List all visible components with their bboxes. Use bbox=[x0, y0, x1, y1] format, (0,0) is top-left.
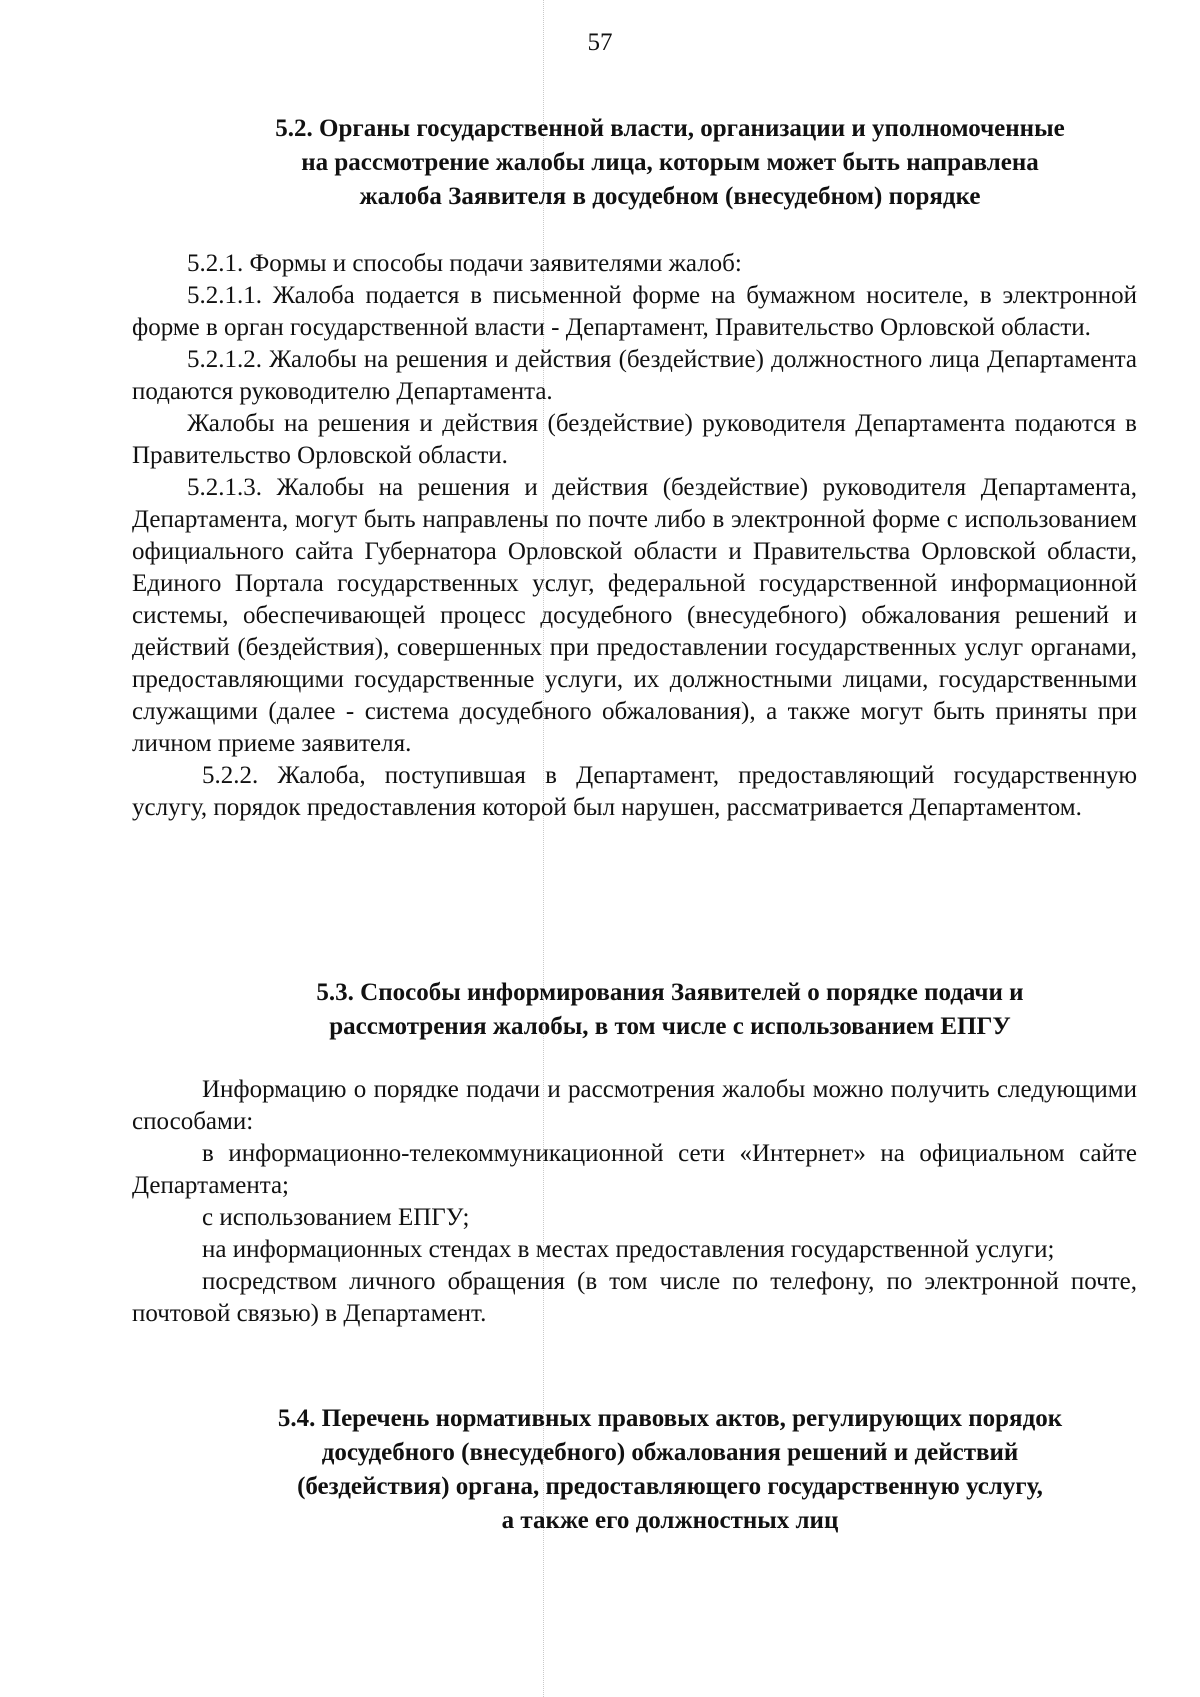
paragraph-info-stands: на информационных стендах в местах предоставления государственной услуги; bbox=[202, 1236, 1055, 1263]
paragraph-5-2-1-2: 5.2.1.2. Жалобы на решения и действия (бездействие) должностного лица Департамента подаются руководителю Департамента. bbox=[132, 346, 1137, 405]
paragraph-5-2-1-1: 5.2.1.1. Жалоба подается в письменной форме на бумажном носителе, в электронной форме в орган государственной власти - Департамент, Правительство Орловской области. bbox=[132, 282, 1137, 341]
paragraph-info-epgu: с использованием ЕПГУ; bbox=[202, 1204, 470, 1231]
heading-line: жалоба Заявителя в досудебном (внесудебном) порядке bbox=[359, 183, 981, 210]
page-number: 57 bbox=[587, 29, 613, 56]
heading-line: рассмотрения жалобы, в том числе с использованием ЕПГУ bbox=[329, 1013, 1011, 1040]
paragraph-5-2-1-3: 5.2.1.3. Жалобы на решения и действия (бездействие) руководителя Департамента, Департамента, могут быть направлены по почте либо в электронной форме с использованием официального сайта Губернатора Орловской области и Правительства Орловской области, Единого Портала государственных услуг, федеральной государственной информационной системы, обеспечивающей процесс досудебного (внесудебного) обжалования решений и действий (бездействия), совершенных при предоставлении государственных услуг органами, предоставляющими государственные услуги, их должностными лицами, государственными служащими (далее - система досудебного обжалования), а также могут быть приняты при личном приеме заявителя. bbox=[132, 474, 1137, 757]
paragraph-info-internet: в информационно-телекоммуникационной сети «Интернет» на официальном сайте Департамента; bbox=[132, 1140, 1137, 1199]
heading-line: 5.4. Перечень нормативных правовых актов, регулирующих порядок bbox=[277, 1405, 1063, 1432]
paragraph-5-2-2: 5.2.2. Жалоба, поступившая в Департамент, предоставляющий государственную услугу, порядок предоставления которой был нарушен, рассматривается Департаментом. bbox=[132, 762, 1137, 821]
paragraph-5-2-1: 5.2.1. Формы и способы подачи заявителями жалоб: bbox=[187, 250, 742, 277]
heading-line: а также его должностных лиц bbox=[501, 1507, 839, 1534]
heading-line: на рассмотрение жалобы лица, которым может быть направлена bbox=[301, 149, 1039, 176]
heading-line: 5.2. Органы государственной власти, организации и уполномоченные bbox=[275, 115, 1065, 142]
section-5-3-heading bbox=[200, 976, 1140, 1044]
section-5-4-heading bbox=[200, 1402, 1140, 1538]
section-5-2-heading bbox=[200, 112, 1140, 214]
heading-line: досудебного (внесудебного) обжалования решений и действий bbox=[321, 1439, 1019, 1466]
paragraph-info-personal: посредством личного обращения (в том числе по телефону, по электронной почте, почтовой связью) в Департамент. bbox=[132, 1268, 1137, 1327]
section-5-3-body bbox=[132, 1074, 1137, 1330]
section-5-2-body bbox=[132, 248, 1137, 824]
paragraph-complaints-head: Жалобы на решения и действия (бездействие) руководителя Департамента подаются в Правительство Орловской области. bbox=[132, 410, 1137, 469]
paragraph-info-intro: Информацию о порядке подачи и рассмотрения жалобы можно получить следующими способами: bbox=[132, 1076, 1137, 1135]
heading-line: (бездействия) органа, предоставляющего государственную услугу, bbox=[297, 1473, 1043, 1500]
heading-line: 5.3. Способы информирования Заявителей о порядке подачи и bbox=[316, 979, 1024, 1006]
